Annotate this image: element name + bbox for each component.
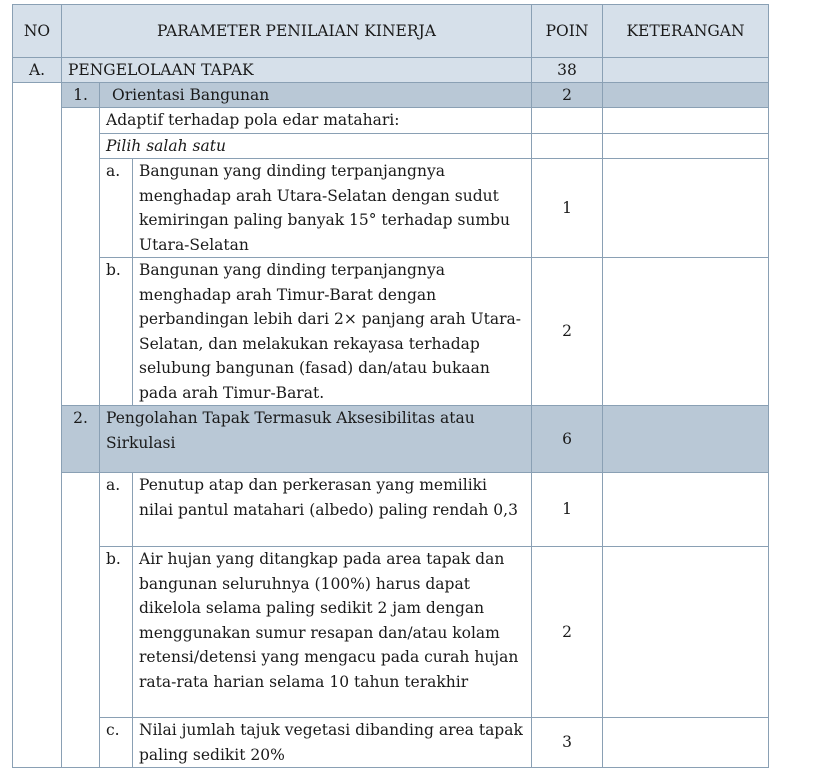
item-1-intro-poin [532, 108, 603, 134]
item-2-option-c-keterangan [603, 718, 769, 768]
performance-parameter-table [12, 4, 769, 768]
header-no: NO [13, 5, 62, 58]
item-1-intro: Adaptif terhadap pola edar matahari: [100, 108, 532, 134]
item-2-option-c-row [13, 718, 769, 768]
item-1-choose-note: Pilih salah satu [100, 133, 532, 159]
item-1-title: Orientasi Bangunan [100, 83, 532, 108]
item-2-spacer [62, 473, 100, 768]
item-2-option-a-text: Penutup atap dan perkerasan yang memiliki nilai pantul matahari (albedo) paling rendah 0,3 [133, 473, 532, 547]
item-1-option-b-row [13, 258, 769, 406]
item-2-number: 2. [62, 406, 100, 473]
no-column-spacer [13, 83, 62, 768]
item-2-option-b-keterangan [603, 547, 769, 718]
item-2-option-b-letter: b. [100, 547, 133, 718]
item-2-option-b-poin: 2 [532, 547, 603, 718]
item-1-option-b-text: Bangunan yang dinding terpanjangnya menghadap arah Timur-Barat dengan perbandingan lebih dari 2× panjang arah Utara-Selatan, dan melakukan rekayasa terhadap selubung bangunan (fasad) dan/atau bukaan pada arah Timur-Barat. [133, 258, 532, 406]
item-1-intro-row [13, 108, 769, 134]
section-a-row [13, 58, 769, 83]
item-1-row [13, 83, 769, 108]
section-a-poin: 38 [532, 58, 603, 83]
item-1-number: 1. [62, 83, 100, 108]
item-1-choose-poin [532, 133, 603, 159]
section-a-title: PENGELOLAAN TAPAK [62, 58, 532, 83]
section-a-label: A. [13, 58, 62, 83]
item-1-option-a-text: Bangunan yang dinding terpanjangnya menghadap arah Utara-Selatan dengan sudut kemiringan paling banyak 15° terhadap sumbu Utara-Selatan [133, 159, 532, 258]
item-2-option-a-keterangan [603, 473, 769, 547]
item-2-option-c-letter: c. [100, 718, 133, 768]
item-1-option-a-letter: a. [100, 159, 133, 258]
item-1-option-b-keterangan [603, 258, 769, 406]
item-2-option-c-poin: 3 [532, 718, 603, 768]
item-2-option-b-text: Air hujan yang ditangkap pada area tapak dan bangunan seluruhnya (100%) harus dapat dikelola selama paling sedikit 2 jam dengan menggunakan sumur resapan dan/atau kolam retensi/detensi yang mengacu pada curah hujan rata-rata harian selama 10 tahun terakhir [133, 547, 532, 718]
item-2-row [13, 406, 769, 473]
section-a-keterangan [603, 58, 769, 83]
item-1-poin: 2 [532, 83, 603, 108]
item-1-spacer [62, 108, 100, 406]
item-2-title: Pengolahan Tapak Termasuk Aksesibilitas atau Sirkulasi [100, 406, 532, 473]
item-2-option-a-row [13, 473, 769, 547]
item-1-option-a-row [13, 159, 769, 258]
item-1-keterangan [603, 83, 769, 108]
header-poin: POIN [532, 5, 603, 58]
item-2-keterangan [603, 406, 769, 473]
item-1-choose-row [13, 133, 769, 159]
item-2-option-b-row [13, 547, 769, 718]
table-header-row [13, 5, 769, 58]
item-1-option-b-letter: b. [100, 258, 133, 406]
item-1-option-a-keterangan [603, 159, 769, 258]
item-1-option-b-poin: 2 [532, 258, 603, 406]
item-2-option-c-text: Nilai jumlah tajuk vegetasi dibanding area tapak paling sedikit 20% [133, 718, 532, 768]
header-parameter: PARAMETER PENILAIAN KINERJA [62, 5, 532, 58]
item-2-poin: 6 [532, 406, 603, 473]
item-1-option-a-poin: 1 [532, 159, 603, 258]
item-2-option-a-poin: 1 [532, 473, 603, 547]
item-1-choose-keterangan [603, 133, 769, 159]
header-keterangan: KETERANGAN [603, 5, 769, 58]
item-1-intro-keterangan [603, 108, 769, 134]
item-2-option-a-letter: a. [100, 473, 133, 547]
